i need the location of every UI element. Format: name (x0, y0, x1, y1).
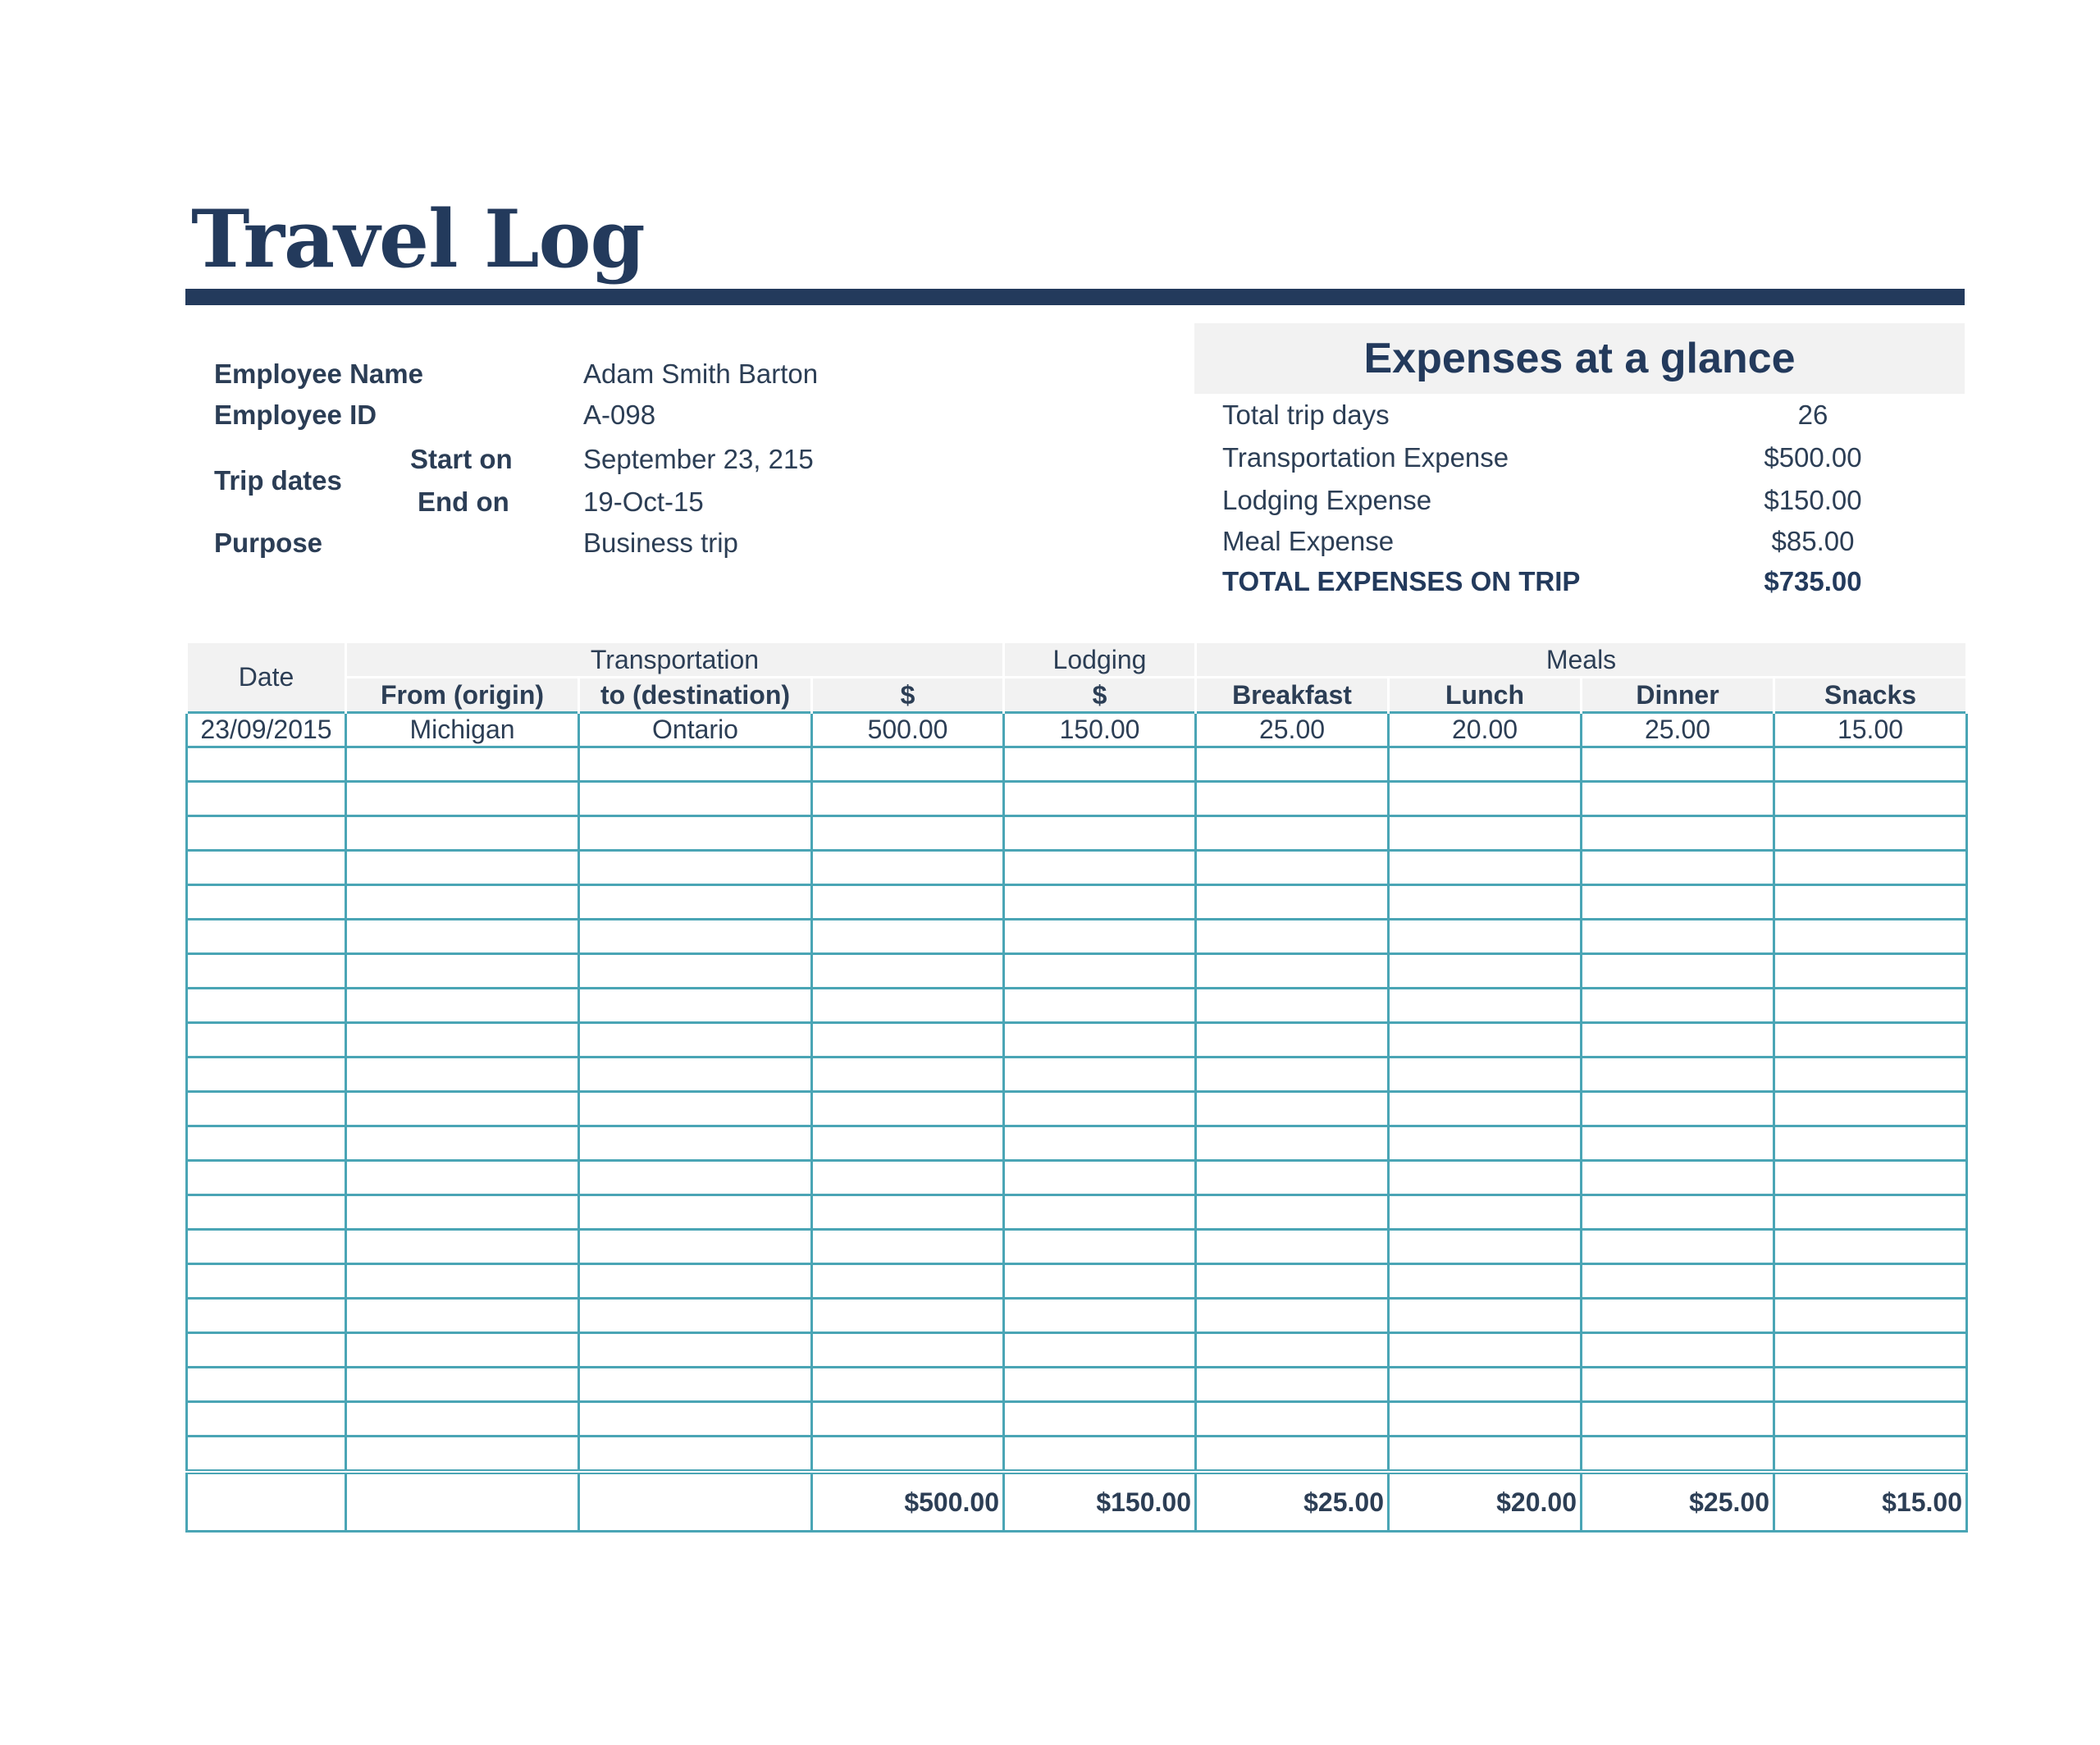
table-cell-date[interactable] (187, 1437, 346, 1473)
table-cell-from[interactable] (346, 1333, 579, 1368)
table-cell-transport-amount[interactable] (812, 1264, 1004, 1299)
table-cell-lunch[interactable] (1389, 1058, 1582, 1092)
total-transport: $500.00 (812, 1472, 1004, 1532)
table-row-empty (187, 1126, 1967, 1161)
total-cell-to (579, 1472, 812, 1532)
table-cell-snacks[interactable] (1774, 747, 1967, 782)
table-cell-from[interactable] (346, 747, 579, 782)
table-cell-lunch[interactable] (1389, 1368, 1582, 1402)
table-row-empty (187, 1023, 1967, 1058)
table-row-empty (187, 1299, 1967, 1333)
table-cell-breakfast[interactable] (1196, 1368, 1389, 1402)
table-cell-transport-amount[interactable] (812, 816, 1004, 851)
table-cell-transport-amount[interactable] (812, 1437, 1004, 1473)
column-header-from: From (origin) (346, 678, 579, 713)
page-title: Travel Log (191, 193, 645, 286)
end-on-label: End on (418, 486, 509, 517)
table-cell-from[interactable] (346, 989, 579, 1023)
table-cell-dinner[interactable] (1582, 851, 1774, 885)
table-cell-lodging-amount[interactable] (1004, 1402, 1196, 1437)
employee-id-value: A-098 (583, 400, 656, 430)
table-cell-lunch[interactable] (1389, 782, 1582, 816)
table-row-empty (187, 782, 1967, 816)
table-cell-to[interactable] (579, 1402, 812, 1437)
purpose-label: Purpose (214, 528, 323, 558)
table-cell-lunch[interactable] (1389, 747, 1582, 782)
table-cell-lunch[interactable] (1389, 1333, 1582, 1368)
table-row-empty (187, 1437, 1967, 1473)
table-cell-date[interactable] (187, 885, 346, 920)
table-row-empty (187, 747, 1967, 782)
table-cell-lodging-amount[interactable] (1004, 1333, 1196, 1368)
table-row-empty (187, 885, 1967, 920)
table-cell-breakfast[interactable] (1196, 1161, 1389, 1195)
table-cell-transport-amount[interactable]: 500.00 (812, 713, 1004, 747)
table-cell-date[interactable] (187, 954, 346, 989)
table-cell-snacks[interactable] (1774, 1230, 1967, 1264)
table-cell-breakfast[interactable] (1196, 1402, 1389, 1437)
table-cell-breakfast[interactable] (1196, 1333, 1389, 1368)
table-cell-to[interactable] (579, 1368, 812, 1402)
table-cell-snacks[interactable] (1774, 1402, 1967, 1437)
table-row-empty (187, 1368, 1967, 1402)
table-cell-snacks[interactable] (1774, 1023, 1967, 1058)
table-cell-to[interactable] (579, 782, 812, 816)
table-cell-transport-amount[interactable] (812, 1126, 1004, 1161)
table-cell-breakfast[interactable] (1196, 1126, 1389, 1161)
table-cell-snacks[interactable] (1774, 1092, 1967, 1126)
table-cell-date[interactable] (187, 1058, 346, 1092)
table-cell-lodging-amount[interactable] (1004, 1092, 1196, 1126)
trip-dates-label: Trip dates (214, 465, 342, 496)
travel-log-table-wrap (185, 643, 1968, 1533)
column-header-to: to (destination) (579, 678, 812, 713)
table-cell-to[interactable] (579, 920, 812, 954)
table-cell-snacks[interactable] (1774, 1126, 1967, 1161)
glance-row (1222, 399, 1936, 432)
table-cell-to[interactable] (579, 1092, 812, 1126)
table-cell-lodging-amount[interactable] (1004, 885, 1196, 920)
table-cell-snacks[interactable] (1774, 1333, 1967, 1368)
table-cell-dinner[interactable] (1582, 1058, 1774, 1092)
table-cell-date[interactable] (187, 1230, 346, 1264)
table-cell-lodging-amount[interactable]: 150.00 (1004, 713, 1196, 747)
table-cell-from[interactable] (346, 1299, 579, 1333)
table-cell-to[interactable] (579, 1437, 812, 1473)
table-cell-to[interactable] (579, 1161, 812, 1195)
table-cell-lodging-amount[interactable] (1004, 1126, 1196, 1161)
table-cell-snacks[interactable] (1774, 954, 1967, 989)
table-cell-dinner[interactable] (1582, 1126, 1774, 1161)
table-cell-dinner[interactable]: 25.00 (1582, 713, 1774, 747)
table-cell-snacks[interactable] (1774, 1195, 1967, 1230)
table-cell-snacks[interactable] (1774, 920, 1967, 954)
table-cell-date[interactable] (187, 1195, 346, 1230)
table-cell-dinner[interactable] (1582, 1299, 1774, 1333)
table-cell-date[interactable] (187, 1126, 346, 1161)
table-row-empty (187, 1161, 1967, 1195)
table-cell-from[interactable] (346, 1437, 579, 1473)
table-cell-to[interactable] (579, 1264, 812, 1299)
table-cell-lunch[interactable] (1389, 920, 1582, 954)
table-cell-from[interactable] (346, 782, 579, 816)
table-cell-transport-amount[interactable] (812, 989, 1004, 1023)
table-cell-snacks[interactable] (1774, 885, 1967, 920)
table-cell-breakfast[interactable] (1196, 1230, 1389, 1264)
table-cell-dinner[interactable] (1582, 885, 1774, 920)
table-cell-transport-amount[interactable] (812, 1058, 1004, 1092)
column-header-breakfast: Breakfast (1196, 678, 1389, 713)
table-cell-lunch[interactable] (1389, 1437, 1582, 1473)
table-cell-lunch[interactable] (1389, 1402, 1582, 1437)
glance-total-row (1222, 565, 1936, 598)
column-header-dinner: Dinner (1582, 678, 1774, 713)
table-cell-snacks[interactable] (1774, 1058, 1967, 1092)
table-cell-to[interactable] (579, 747, 812, 782)
table-cell-date[interactable] (187, 782, 346, 816)
table-cell-transport-amount[interactable] (812, 782, 1004, 816)
table-cell-dinner[interactable] (1582, 747, 1774, 782)
table-cell-transport-amount[interactable] (812, 1161, 1004, 1195)
table-cell-lodging-amount[interactable] (1004, 1195, 1196, 1230)
group-header-transportation: Transportation (346, 643, 1004, 678)
table-cell-date[interactable] (187, 1402, 346, 1437)
table-cell-breakfast[interactable]: 25.00 (1196, 713, 1389, 747)
table-cell-dinner[interactable] (1582, 1437, 1774, 1473)
table-row-empty (187, 1230, 1967, 1264)
travel-log-body (187, 713, 1967, 1473)
table-cell-breakfast[interactable] (1196, 782, 1389, 816)
table-cell-lodging-amount[interactable] (1004, 1264, 1196, 1299)
employee-name-label: Employee Name (214, 359, 423, 389)
table-cell-from[interactable] (346, 885, 579, 920)
table-cell-lodging-amount[interactable] (1004, 954, 1196, 989)
table-cell-breakfast[interactable] (1196, 1092, 1389, 1126)
table-cell-lunch[interactable] (1389, 954, 1582, 989)
table-cell-to[interactable] (579, 1195, 812, 1230)
table-cell-transport-amount[interactable] (812, 885, 1004, 920)
table-cell-to[interactable] (579, 989, 812, 1023)
table-cell-lodging-amount[interactable] (1004, 1023, 1196, 1058)
table-cell-breakfast[interactable] (1196, 1058, 1389, 1092)
table-cell-dinner[interactable] (1582, 1402, 1774, 1437)
table-cell-lodging-amount[interactable] (1004, 1368, 1196, 1402)
table-cell-date[interactable] (187, 851, 346, 885)
table-cell-dinner[interactable] (1582, 1230, 1774, 1264)
table-cell-from[interactable] (346, 816, 579, 851)
table-cell-from[interactable] (346, 1126, 579, 1161)
table-cell-breakfast[interactable] (1196, 851, 1389, 885)
table-cell-to[interactable] (579, 1299, 812, 1333)
table-cell-breakfast[interactable] (1196, 1023, 1389, 1058)
table-cell-from[interactable] (346, 1092, 579, 1126)
total-snacks: $15.00 (1774, 1472, 1967, 1532)
table-cell-from[interactable] (346, 1195, 579, 1230)
table-row-empty (187, 989, 1967, 1023)
table-cell-to[interactable] (579, 1058, 812, 1092)
glance-row (1222, 525, 1936, 558)
table-cell-transport-amount[interactable] (812, 747, 1004, 782)
table-cell-breakfast[interactable] (1196, 920, 1389, 954)
table-cell-breakfast[interactable] (1196, 1437, 1389, 1473)
table-cell-transport-amount[interactable] (812, 1368, 1004, 1402)
table-cell-to[interactable] (579, 816, 812, 851)
table-cell-breakfast[interactable] (1196, 1264, 1389, 1299)
table-cell-date[interactable] (187, 747, 346, 782)
table-cell-transport-amount[interactable] (812, 1195, 1004, 1230)
column-header-lunch: Lunch (1389, 678, 1582, 713)
table-cell-snacks[interactable] (1774, 1437, 1967, 1473)
table-cell-snacks[interactable] (1774, 1368, 1967, 1402)
table-cell-date[interactable] (187, 816, 346, 851)
table-row (187, 713, 1967, 747)
table-cell-to[interactable] (579, 885, 812, 920)
table-cell-dinner[interactable] (1582, 1195, 1774, 1230)
table-cell-from[interactable] (346, 920, 579, 954)
table-cell-date[interactable] (187, 1368, 346, 1402)
total-dinner: $25.00 (1582, 1472, 1774, 1532)
glance-title: Expenses at a glance (1194, 323, 1965, 394)
table-cell-lunch[interactable] (1389, 1230, 1582, 1264)
table-cell-lunch[interactable] (1389, 1195, 1582, 1230)
glance-label: Transportation Expense (1222, 442, 1509, 473)
table-cell-dinner[interactable] (1582, 1161, 1774, 1195)
table-cell-lunch[interactable] (1389, 1023, 1582, 1058)
table-cell-lunch[interactable] (1389, 1092, 1582, 1126)
group-header-meals: Meals (1196, 643, 1967, 678)
glance-value: $500.00 (1764, 442, 1862, 473)
total-lunch: $20.00 (1389, 1472, 1582, 1532)
table-cell-date[interactable] (187, 989, 346, 1023)
table-cell-from[interactable] (346, 1402, 579, 1437)
travel-log-table (185, 643, 1968, 1533)
table-cell-lunch[interactable] (1389, 1126, 1582, 1161)
table-cell-breakfast[interactable] (1196, 885, 1389, 920)
table-cell-to[interactable] (579, 1333, 812, 1368)
table-cell-transport-amount[interactable] (812, 851, 1004, 885)
table-cell-snacks[interactable] (1774, 816, 1967, 851)
table-cell-date[interactable] (187, 920, 346, 954)
table-cell-lunch[interactable] (1389, 816, 1582, 851)
table-row-empty (187, 816, 1967, 851)
totals-row (187, 1472, 1967, 1532)
table-cell-snacks[interactable] (1774, 989, 1967, 1023)
glance-label: Meal Expense (1222, 526, 1395, 556)
table-cell-date[interactable]: 23/09/2015 (187, 713, 346, 747)
total-cell-from (346, 1472, 579, 1532)
table-cell-snacks[interactable] (1774, 782, 1967, 816)
table-cell-lunch[interactable] (1389, 885, 1582, 920)
start-on-value: September 23, 215 (583, 444, 814, 474)
table-cell-from[interactable] (346, 1161, 579, 1195)
glance-total-label: TOTAL EXPENSES ON TRIP (1222, 566, 1581, 596)
table-cell-lodging-amount[interactable] (1004, 1437, 1196, 1473)
table-cell-lunch[interactable] (1389, 1264, 1582, 1299)
table-cell-breakfast[interactable] (1196, 954, 1389, 989)
glance-value: $85.00 (1771, 526, 1855, 556)
table-cell-lodging-amount[interactable] (1004, 920, 1196, 954)
table-cell-date[interactable] (187, 1333, 346, 1368)
table-cell-from[interactable] (346, 1368, 579, 1402)
employee-name-value: Adam Smith Barton (583, 359, 819, 389)
table-cell-lunch[interactable] (1389, 851, 1582, 885)
table-cell-from[interactable]: Michigan (346, 713, 579, 747)
table-cell-lodging-amount[interactable] (1004, 1058, 1196, 1092)
table-cell-date[interactable] (187, 1299, 346, 1333)
table-row-empty (187, 920, 1967, 954)
column-header-transport-amount: $ (812, 678, 1004, 713)
table-cell-date[interactable] (187, 1023, 346, 1058)
table-cell-dinner[interactable] (1582, 782, 1774, 816)
glance-value: $150.00 (1764, 485, 1862, 515)
table-cell-dinner[interactable] (1582, 1023, 1774, 1058)
table-cell-transport-amount[interactable] (812, 1092, 1004, 1126)
total-breakfast: $25.00 (1196, 1472, 1389, 1532)
table-row-empty (187, 1333, 1967, 1368)
column-header-lodging-amount: $ (1004, 678, 1196, 713)
table-cell-to[interactable] (579, 1126, 812, 1161)
end-on-value: 19-Oct-15 (583, 486, 704, 517)
table-cell-dinner[interactable] (1582, 1092, 1774, 1126)
table-cell-lodging-amount[interactable] (1004, 1161, 1196, 1195)
table-cell-lodging-amount[interactable] (1004, 1299, 1196, 1333)
table-row-empty (187, 1402, 1967, 1437)
title-rule (185, 289, 1965, 305)
table-cell-lunch[interactable]: 20.00 (1389, 713, 1582, 747)
table-cell-to[interactable]: Ontario (579, 713, 812, 747)
glance-total-value: $735.00 (1764, 566, 1862, 596)
table-cell-breakfast[interactable] (1196, 747, 1389, 782)
table-cell-dinner[interactable] (1582, 920, 1774, 954)
table-cell-snacks[interactable] (1774, 1161, 1967, 1195)
table-cell-transport-amount[interactable] (812, 1333, 1004, 1368)
table-cell-lunch[interactable] (1389, 989, 1582, 1023)
table-cell-breakfast[interactable] (1196, 1195, 1389, 1230)
glance-label: Total trip days (1222, 400, 1390, 430)
start-on-label: Start on (410, 444, 513, 474)
purpose-value: Business trip (583, 528, 738, 558)
total-cell-date (187, 1472, 346, 1532)
table-cell-from[interactable] (346, 851, 579, 885)
table-cell-lodging-amount[interactable] (1004, 747, 1196, 782)
table-row-empty (187, 1058, 1967, 1092)
table-cell-dinner[interactable] (1582, 989, 1774, 1023)
table-cell-transport-amount[interactable] (812, 920, 1004, 954)
table-cell-transport-amount[interactable] (812, 1023, 1004, 1058)
table-cell-transport-amount[interactable] (812, 1299, 1004, 1333)
glance-row (1222, 441, 1936, 474)
table-cell-to[interactable] (579, 954, 812, 989)
table-cell-to[interactable] (579, 851, 812, 885)
table-cell-snacks[interactable]: 15.00 (1774, 713, 1967, 747)
table-cell-breakfast[interactable] (1196, 816, 1389, 851)
table-cell-dinner[interactable] (1582, 1368, 1774, 1402)
table-cell-lodging-amount[interactable] (1004, 1230, 1196, 1264)
table-cell-lunch[interactable] (1389, 1299, 1582, 1333)
table-cell-transport-amount[interactable] (812, 954, 1004, 989)
glance-row (1222, 484, 1936, 517)
glance-value: 26 (1797, 400, 1828, 430)
table-cell-dinner[interactable] (1582, 954, 1774, 989)
table-cell-dinner[interactable] (1582, 1264, 1774, 1299)
table-cell-date[interactable] (187, 1161, 346, 1195)
table-cell-from[interactable] (346, 1023, 579, 1058)
table-cell-transport-amount[interactable] (812, 1230, 1004, 1264)
employee-id-label: Employee ID (214, 400, 377, 430)
table-row-empty (187, 1092, 1967, 1126)
table-cell-from[interactable] (346, 1264, 579, 1299)
table-cell-snacks[interactable] (1774, 1264, 1967, 1299)
column-header-date: Date (187, 643, 346, 713)
table-cell-from[interactable] (346, 1230, 579, 1264)
table-cell-snacks[interactable] (1774, 1299, 1967, 1333)
table-cell-lodging-amount[interactable] (1004, 816, 1196, 851)
table-row-empty (187, 954, 1967, 989)
group-header-lodging: Lodging (1004, 643, 1196, 678)
table-cell-snacks[interactable] (1774, 851, 1967, 885)
column-header-snacks: Snacks (1774, 678, 1967, 713)
table-cell-to[interactable] (579, 1023, 812, 1058)
table-cell-lodging-amount[interactable] (1004, 989, 1196, 1023)
table-cell-breakfast[interactable] (1196, 1299, 1389, 1333)
table-row-empty (187, 1264, 1967, 1299)
table-cell-to[interactable] (579, 1230, 812, 1264)
table-cell-date[interactable] (187, 1264, 346, 1299)
table-row-empty (187, 1195, 1967, 1230)
table-row-empty (187, 851, 1967, 885)
table-cell-lunch[interactable] (1389, 1161, 1582, 1195)
table-cell-lodging-amount[interactable] (1004, 851, 1196, 885)
glance-label: Lodging Expense (1222, 485, 1432, 515)
table-cell-dinner[interactable] (1582, 1333, 1774, 1368)
total-lodging: $150.00 (1004, 1472, 1196, 1532)
table-cell-breakfast[interactable] (1196, 989, 1389, 1023)
table-cell-date[interactable] (187, 1092, 346, 1126)
table-cell-from[interactable] (346, 1058, 579, 1092)
table-cell-from[interactable] (346, 954, 579, 989)
table-cell-transport-amount[interactable] (812, 1402, 1004, 1437)
table-cell-dinner[interactable] (1582, 816, 1774, 851)
table-cell-lodging-amount[interactable] (1004, 782, 1196, 816)
